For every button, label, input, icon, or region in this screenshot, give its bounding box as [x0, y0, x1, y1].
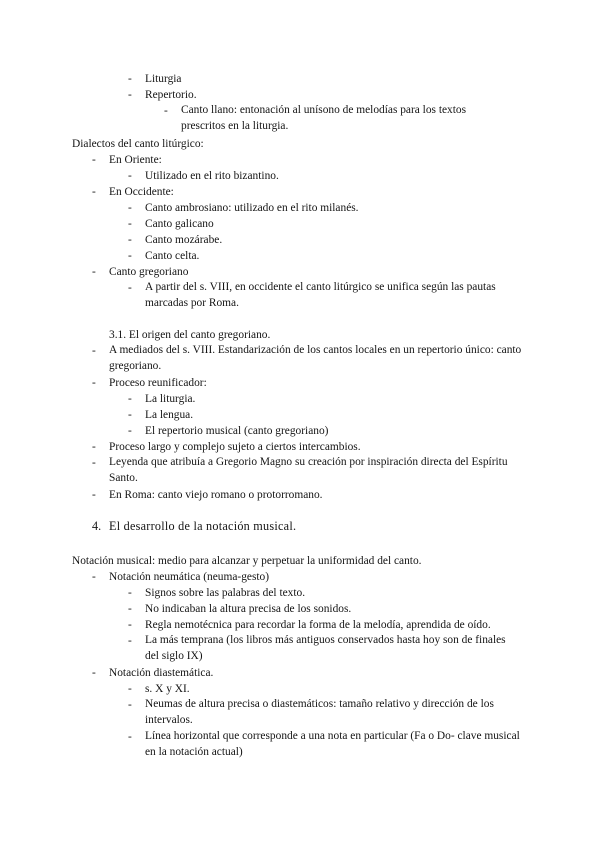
list-item: Signos sobre las palabras del texto.: [145, 587, 306, 599]
list-item: La liturgia.: [145, 393, 196, 405]
list-item: Proceso reunificador:: [109, 377, 207, 389]
list-item: Canto galicano: [145, 218, 214, 230]
bullet-dash: -: [128, 282, 132, 294]
list-item: Canto ambrosiano: utilizado en el rito milanés.: [145, 202, 359, 214]
list-item: s. X y XI.: [145, 683, 190, 695]
bullet-dash: -: [92, 377, 96, 389]
list-item: Leyenda que atribuía a Gregorio Magno su creación por inspiración directa del Espíritu Santo.: [109, 456, 508, 484]
list-item: El repertorio musical (canto gregoriano): [145, 425, 329, 437]
bullet-dash: -: [92, 441, 96, 453]
bullet-dash: -: [128, 218, 132, 230]
list-item: Regla nemotécnica para recordar la forma de la melodía, aprendida de oído.: [145, 619, 491, 631]
bullet-dash: -: [128, 234, 132, 246]
bullet-dash: -: [128, 699, 132, 711]
list-item: Línea horizontal que corresponde a una nota en particular (Fa o Do- clave musical en la notación actual): [145, 730, 520, 758]
bullet-dash: -: [128, 683, 132, 695]
bullet-dash: -: [92, 154, 96, 166]
bullet-dash: -: [128, 89, 132, 101]
paragraph: Notación musical: medio para alcanzar y perpetuar la uniformidad del canto.: [72, 555, 422, 567]
bullet-dash: -: [92, 186, 96, 198]
bullet-dash: -: [128, 170, 132, 182]
bullet-dash: -: [92, 457, 96, 469]
bullet-dash: -: [128, 635, 132, 647]
bullet-dash: -: [128, 587, 132, 599]
list-item: Notación diastemática.: [109, 667, 214, 679]
list-item: Notación neumática (neuma-gesto): [109, 571, 270, 583]
list-item: Canto mozárabe.: [145, 234, 223, 246]
list-item: En Oriente:: [109, 154, 162, 166]
bullet-dash: -: [128, 73, 132, 85]
bullet-dash: -: [92, 571, 96, 583]
paragraph: Dialectos del canto litúrgico:: [72, 138, 204, 150]
section-heading: 3.1. El origen del canto gregoriano.: [109, 329, 271, 341]
bullet-dash: -: [128, 619, 132, 631]
section-heading: El desarrollo de la notación musical.: [109, 519, 297, 533]
list-item: La lengua.: [145, 409, 194, 421]
list-item: No indicaban la altura precisa de los sonidos.: [145, 603, 352, 615]
bullet-dash: -: [128, 202, 132, 214]
bullet-dash: -: [128, 250, 132, 262]
list-item: Utilizado en el rito bizantino.: [145, 170, 279, 182]
bullet-dash: -: [128, 731, 132, 743]
list-item: Neumas de altura precisa o diastemáticos: tamaño relativo y dirección de los intervalos.: [145, 698, 494, 726]
list-item: La más temprana (los libros más antiguos conservados hasta hoy son de finales del siglo IX): [145, 634, 506, 662]
list-item: En Roma: canto viejo romano o protorromano.: [109, 489, 323, 501]
bullet-dash: -: [128, 603, 132, 615]
list-item: Canto celta.: [145, 250, 200, 262]
list-item: En Occidente:: [109, 186, 174, 198]
list-item: A mediados del s. VIII. Estandarización de los cantos locales en un repertorio único: canto gregoriano.: [109, 344, 522, 372]
bullet-dash: -: [92, 345, 96, 357]
bullet-dash: -: [128, 409, 132, 421]
bullet-dash: -: [128, 393, 132, 405]
bullet-dash: -: [164, 105, 168, 117]
bullet-dash: -: [92, 667, 96, 679]
list-item: Canto llano: entonación al unísono de melodías para los textos prescritos en la liturgia.: [181, 104, 467, 132]
bullet-dash: -: [92, 489, 96, 501]
bullet-dash: -: [92, 266, 96, 278]
list-item: A partir del s. VIII, en occidente el canto litúrgico se unifica según las pautas marcadas por Roma.: [145, 281, 496, 309]
section-number: 4.: [92, 519, 102, 533]
list-item: Proceso largo y complejo sujeto a ciertos intercambios.: [109, 441, 361, 453]
list-item: Canto gregoriano: [109, 266, 189, 278]
bullet-dash: -: [128, 425, 132, 437]
list-item: Liturgia: [145, 73, 182, 85]
list-item: Repertorio.: [145, 89, 197, 101]
